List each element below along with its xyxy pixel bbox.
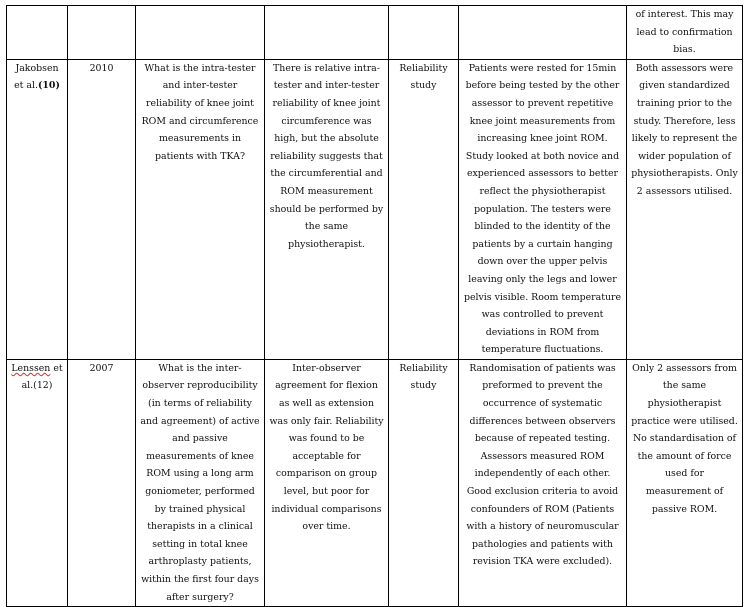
limitations-cell: Only 2 assessors from the same physiotherapist practice were utilised. No standardisation of the amount of force used for measurement of passive ROM. (627, 359, 743, 606)
design-cell (389, 6, 459, 60)
table-row (7, 6, 743, 60)
limitations-cell: of interest. This may lead to confirmation bias. (627, 6, 743, 60)
year-cell (68, 6, 136, 60)
limitations-cell: Both assessors were given standardized training prior to the study. Therefore, less likely to represent the wider population of physiotherapists. Only 2 assessors utilised. (627, 59, 743, 359)
question-cell: What is the intra-tester and inter-tester reliability of knee joint ROM and circumference measurements in patients with TKA? (136, 59, 265, 359)
author-suffix: et al.(12) (21, 362, 63, 392)
author-cell (7, 59, 68, 359)
table-row (7, 59, 743, 359)
question-cell (136, 6, 265, 60)
literature-review-table (6, 5, 743, 607)
findings-cell (265, 6, 389, 60)
year-cell: 2007 (68, 359, 136, 606)
question-cell: What is the inter-observer reproducibility (in terms of reliability and agreement) of active and passive measurements of knee ROM using a long arm goniometer, performed by trained physical therapists in a clinical setting in total knee arthroplasty patients, within the first four days after surgery? (136, 359, 265, 606)
findings-cell: Inter-observer agreement for flexion as well as extension was only fair. Reliability was found to be acceptable for comparison on group level, but poor for individual comparisons over time. (265, 359, 389, 606)
findings-cell: There is relative intra-tester and inter-tester reliability of knee joint circumference was high, but the absolute reliability suggests that the circumferential and ROM measurement should be performed by the same physiotherapist. (265, 59, 389, 359)
author-name: Jakobsen et al. (14, 62, 59, 92)
strengths-cell: Patients were rested for 15min before being tested by the other assessor to prevent repetitive knee joint measurements from increasing knee joint ROM. Study looked at both novice and experienced assessors to better reflect the physiotherapist population. The testers were blinded to the identity of the patients by a curtain hanging down over the upper pelvis leaving only the legs and lower pelvis visible. Room temperature was controlled to prevent deviations in ROM from temperature fluctuations. (459, 59, 627, 359)
strengths-cell: Randomisation of patients was preformed to prevent the occurrence of systematic differences between observers because of repeated testing. Assessors measured ROM independently of each other. Good exclusion criteria to avoid confounders of ROM (Patients with a history of neuromuscular pathologies and patients with revision TKA were excluded). (459, 359, 627, 606)
strengths-cell (459, 6, 627, 60)
author-cell (7, 6, 68, 60)
reference-number: (10) (37, 80, 60, 92)
spellcheck-flagged-author: Lenssen (11, 362, 51, 374)
year-cell: 2010 (68, 59, 136, 359)
table-row (7, 359, 743, 606)
design-cell: Reliability study (389, 59, 459, 359)
design-cell: Reliability study (389, 359, 459, 606)
author-cell (7, 359, 68, 606)
